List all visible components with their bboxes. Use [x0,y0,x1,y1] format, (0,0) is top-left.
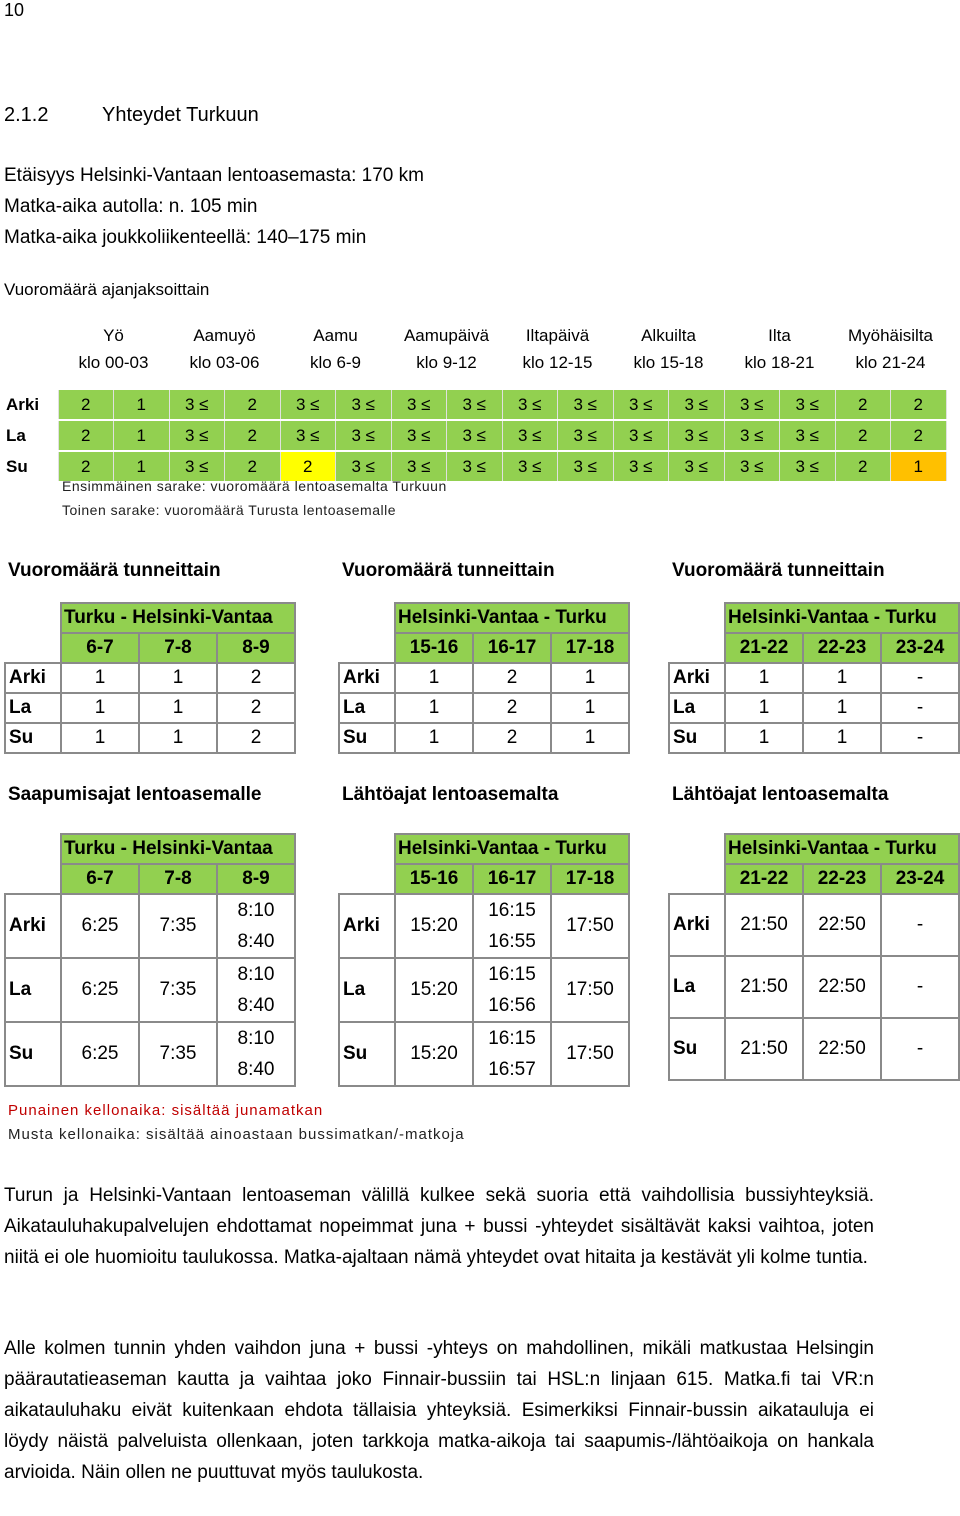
period-name: Iltapäivä [525,326,590,345]
time-value: 8:10 [237,900,275,921]
info-line-transit [4,222,424,253]
info-line-distance [4,160,424,191]
period-cell: 3 ≤ [391,420,447,451]
period-row [0,420,946,451]
hourly-table [4,602,296,754]
value-cell: 2 [217,663,295,693]
period-name: Alkuilta [641,326,696,345]
time-value: 16:15 [488,900,536,921]
value-cell: 15:20 [395,894,473,958]
period-cell: 3 ≤ [502,451,558,482]
time-value: 16:55 [488,931,536,952]
row-label: Su [669,1018,725,1080]
table-row [339,958,629,1022]
hour-header: 17-18 [551,633,629,663]
period-cell: 3 ≤ [280,390,336,420]
value-cell: - [881,693,959,723]
route-header: Helsinki-Vantaa - Turku [395,834,629,864]
hour-header: 17-18 [551,864,629,894]
hour-header: 21-22 [725,864,803,894]
period-cell: 3 ≤ [613,420,669,451]
period-cell: 3 ≤ [169,451,225,482]
period-cell: 2 [225,451,281,482]
period-time: klo 03-06 [189,353,260,372]
value-cell: 1 [803,663,881,693]
legend-black: Musta kellonaika: sisältää ainoastaan bussimatkan/-matkoja [8,1126,465,1143]
value-cell: 1 [139,723,217,753]
period-cell: 3 ≤ [558,451,614,482]
hourly-table [668,602,960,754]
section-title: Yhteydet Turkuun [102,104,259,126]
table-title: Vuoromäärä tunneittain [672,560,885,581]
blank-cell [669,603,725,633]
row-label: Su [5,1022,61,1086]
value-cell: 17:50 [551,894,629,958]
period-table-title: Vuoromäärä ajanjaksoittain [4,280,210,299]
blank-cell [5,633,61,663]
period-cell: 3 ≤ [558,390,614,420]
period-note-2: Toinen sarake: vuoromäärä Turusta lentoasemalle [62,502,397,518]
period-header [502,322,613,376]
time-table [338,833,630,1087]
period-name: Aamupäivä [403,326,490,345]
period-cell: 2 [280,451,336,482]
info-label: Etäisyys Helsinki-Vantaan lentoasemasta: [4,165,357,186]
value-cell: 7:35 [139,958,217,1022]
hour-header: 23-24 [881,633,959,663]
hour-header: 8-9 [217,633,295,663]
value-cell [473,894,551,958]
section-number: 2.1.2 [4,104,49,126]
hourly-table [338,602,630,754]
table-row [669,956,959,1018]
time-table [4,833,296,1087]
route-header: Helsinki-Vantaa - Turku [395,603,629,633]
info-value: 140–175 min [251,227,367,248]
table-row [339,1022,629,1086]
period-name: Aamu [313,326,358,345]
period-name: Ilta [768,326,791,345]
time-value: 8:40 [237,1059,275,1080]
row-label: Arki [339,663,395,693]
value-cell: 1 [725,663,803,693]
period-time: klo 18-21 [744,353,815,372]
table-row [669,723,959,753]
value-cell: 1 [61,693,139,723]
period-cell: 3 ≤ [447,390,503,420]
hour-header: 6-7 [61,864,139,894]
value-cell: 17:50 [551,1022,629,1086]
table-title: Vuoromäärä tunneittain [8,560,221,581]
time-value: 8:40 [237,931,275,952]
value-cell: 22:50 [803,894,881,956]
table-row [5,1022,295,1086]
info-label: Matka-aika joukkoliikenteellä: [4,227,252,248]
page-number: 10 [4,0,25,20]
period-cell: 1 [114,390,170,420]
route-header: Turku - Helsinki-Vantaa [61,834,295,864]
value-cell: 2 [217,693,295,723]
table-title: Saapumisajat lentoasemalle [8,784,262,805]
hour-header: 16-17 [473,633,551,663]
value-cell: - [881,894,959,956]
value-cell: 22:50 [803,1018,881,1080]
value-cell [217,894,295,958]
row-label: Su [669,723,725,753]
table-row [5,894,295,958]
period-cell: 2 [835,390,891,420]
hour-header: 21-22 [725,633,803,663]
table-row [339,723,629,753]
period-header [835,322,946,376]
hour-header: 7-8 [139,864,217,894]
period-cell: 2 [225,390,281,420]
table-row [5,663,295,693]
hour-header: 15-16 [395,633,473,663]
time-value: 16:15 [488,1028,536,1049]
period-cell: 2 [835,420,891,451]
hour-header: 7-8 [139,633,217,663]
period-cell: 3 ≤ [391,451,447,482]
value-cell: 7:35 [139,894,217,958]
time-value: 16:56 [488,995,536,1016]
value-cell: 21:50 [725,956,803,1018]
value-cell: 1 [551,663,629,693]
row-label: Su [5,723,61,753]
row-label: Arki [669,894,725,956]
value-cell: 1 [803,693,881,723]
info-label: Matka-aika autolla: [4,196,164,217]
value-cell: 1 [395,693,473,723]
table-title: Vuoromäärä tunneittain [342,560,555,581]
period-header [613,322,724,376]
value-cell: 21:50 [725,1018,803,1080]
value-cell: 1 [725,693,803,723]
value-cell: 1 [551,693,629,723]
row-label: La [669,693,725,723]
period-time: klo 15-18 [633,353,704,372]
time-value: 16:57 [488,1059,536,1080]
hour-header: 23-24 [881,864,959,894]
paragraph-2: Alle kolmen tunnin yhden vaihdon juna + bussi -yhteys on mahdollinen, mikäli matkustaa Helsingin päärautatieaseman kautta ja vaihtaa joko Finnair-bussiin tai HSL:n linjaan 615. Matka.fi tai VR:n aikatauluhaku eivät kuitenkaan ehdota tällaisia yhteyksiä. Esimerkiksi Finnair-bussin aikatauluja ei löydy näistä palveluista ollenkaan, joten tarkkoja matka-aikoja tai saapumis-/lähtöaikoja on hankala arvioida. Näin ollen ne puuttuvat myös taulukosta. [4,1338,874,1483]
row-label: La [5,693,61,723]
period-cell: 2 [58,451,114,482]
info-value: n. 105 min [163,196,258,217]
value-cell: 1 [395,663,473,693]
period-row [0,390,946,420]
table-row [339,663,629,693]
blank-cell [669,834,725,864]
period-cell: 3 ≤ [280,420,336,451]
info-line-car [4,191,424,222]
period-header [391,322,502,376]
time-value: 8:40 [237,995,275,1016]
period-header [58,322,169,376]
table-row [339,693,629,723]
period-table [0,390,947,483]
value-cell [217,1022,295,1086]
period-cell: 3 ≤ [169,390,225,420]
row-label: La [5,958,61,1022]
blank-cell [339,834,395,864]
period-cell: 1 [114,451,170,482]
period-note-1: Ensimmäinen sarake: vuoromäärä lentoasemalta Turkuun [62,478,447,494]
period-cell: 3 ≤ [447,420,503,451]
value-cell: - [881,723,959,753]
row-label: Arki [5,894,61,958]
value-cell: 15:20 [395,1022,473,1086]
value-cell: 7:35 [139,1022,217,1086]
value-cell: 2 [217,723,295,753]
time-value: 8:10 [237,964,275,985]
period-cell: 3 ≤ [780,390,836,420]
row-label: La [669,956,725,1018]
period-cell: 3 ≤ [669,390,725,420]
row-label: Arki [0,390,58,420]
row-label: Su [339,1022,395,1086]
row-label: Arki [669,663,725,693]
value-cell: 1 [61,663,139,693]
period-cell: 3 ≤ [447,451,503,482]
value-cell: 1 [139,663,217,693]
travel-info [4,160,424,253]
value-cell: - [881,1018,959,1080]
period-time: klo 9-12 [416,353,477,372]
value-cell [473,958,551,1022]
period-time: klo 21-24 [855,353,926,372]
period-cell: 3 ≤ [558,420,614,451]
table-title: Lähtöajat lentoasemalta [342,784,559,805]
period-cell: 3 ≤ [169,420,225,451]
value-cell: 1 [803,723,881,753]
time-value: 8:10 [237,1028,275,1049]
period-cell: 2 [835,451,891,482]
period-cell: 3 ≤ [502,420,558,451]
value-cell: 2 [473,723,551,753]
period-cell: 3 ≤ [669,420,725,451]
period-header [724,322,835,376]
period-cell: 3 ≤ [724,451,780,482]
blank-cell [339,864,395,894]
period-cell: 3 ≤ [336,390,392,420]
value-cell: 21:50 [725,894,803,956]
blank-cell [669,633,725,663]
period-cell: 3 ≤ [336,451,392,482]
time-table [668,833,960,1081]
period-cell: 2 [58,420,114,451]
hour-header: 6-7 [61,633,139,663]
route-header: Helsinki-Vantaa - Turku [725,834,959,864]
info-value: 170 km [356,165,424,186]
period-cell: 1 [891,451,947,482]
table-title: Lähtöajat lentoasemalta [672,784,889,805]
period-cell: 3 ≤ [336,420,392,451]
blank-cell [5,864,61,894]
value-cell: 6:25 [61,958,139,1022]
value-cell: 1 [725,723,803,753]
blank-cell [339,603,395,633]
value-cell: 1 [395,723,473,753]
value-cell: 1 [551,723,629,753]
hour-header: 16-17 [473,864,551,894]
value-cell: 6:25 [61,894,139,958]
period-time: klo 00-03 [78,353,149,372]
period-cell: 3 ≤ [780,420,836,451]
row-label: Su [339,723,395,753]
table-row [5,958,295,1022]
hour-header: 15-16 [395,864,473,894]
period-cell: 3 ≤ [502,390,558,420]
legend-red: Punainen kellonaika: sisältää junamatkan [8,1102,324,1119]
period-header [169,322,280,376]
value-cell: 1 [139,693,217,723]
blank-cell [339,633,395,663]
table-row [339,894,629,958]
route-header: Helsinki-Vantaa - Turku [725,603,959,633]
hour-header: 22-23 [803,864,881,894]
table-row [5,693,295,723]
value-cell: 2 [473,693,551,723]
period-cell: 3 ≤ [613,390,669,420]
blank-cell [5,834,61,864]
value-cell: 15:20 [395,958,473,1022]
value-cell [473,1022,551,1086]
period-cell: 3 ≤ [724,390,780,420]
row-label: Arki [5,663,61,693]
period-cell: 1 [114,420,170,451]
period-cell: 3 ≤ [724,420,780,451]
table-row [669,1018,959,1080]
period-name: Yö [103,326,124,345]
value-cell [217,958,295,1022]
value-cell: 17:50 [551,958,629,1022]
value-cell: - [881,956,959,1018]
period-cell: 2 [225,420,281,451]
table-row [669,663,959,693]
row-label: La [0,420,58,451]
table-row [669,894,959,956]
hour-header: 22-23 [803,633,881,663]
value-cell: - [881,663,959,693]
route-header: Turku - Helsinki-Vantaa [61,603,295,633]
time-value: 16:15 [488,964,536,985]
value-cell: 2 [473,663,551,693]
paragraph-1: Turun ja Helsinki-Vantaan lentoaseman välillä kulkee sekä suoria että vaihdollisia bussiyhteyksiä. Aikatauluhakupalvelujen ehdottamat nopeimmat juna + bussi -yhteydet sisältävät kaksi vaihtoa, joten niitä ei ole huomioitu taulukossa. Matka-ajaltaan nämä yhteydet ovat hitaita ja kestävät yli kolme tuntia. [4,1185,874,1268]
table-row [5,723,295,753]
period-cell: 2 [891,390,947,420]
period-name: Aamuyö [193,326,256,345]
section-heading [4,104,259,127]
row-label: Arki [339,894,395,958]
period-cell: 2 [58,390,114,420]
period-time: klo 6-9 [309,353,362,372]
period-cell: 3 ≤ [613,451,669,482]
value-cell: 22:50 [803,956,881,1018]
period-header [280,322,391,376]
hour-header: 8-9 [217,864,295,894]
period-name: Myöhäisilta [847,326,934,345]
period-cell: 3 ≤ [669,451,725,482]
period-cell: 3 ≤ [780,451,836,482]
table-row [669,693,959,723]
row-label: La [339,958,395,1022]
period-cell: 3 ≤ [391,390,447,420]
row-label: La [339,693,395,723]
blank-cell [669,864,725,894]
period-time: klo 12-15 [522,353,593,372]
value-cell: 1 [61,723,139,753]
value-cell: 6:25 [61,1022,139,1086]
row-label: Su [0,451,58,482]
blank-cell [5,603,61,633]
period-cell: 2 [891,420,947,451]
